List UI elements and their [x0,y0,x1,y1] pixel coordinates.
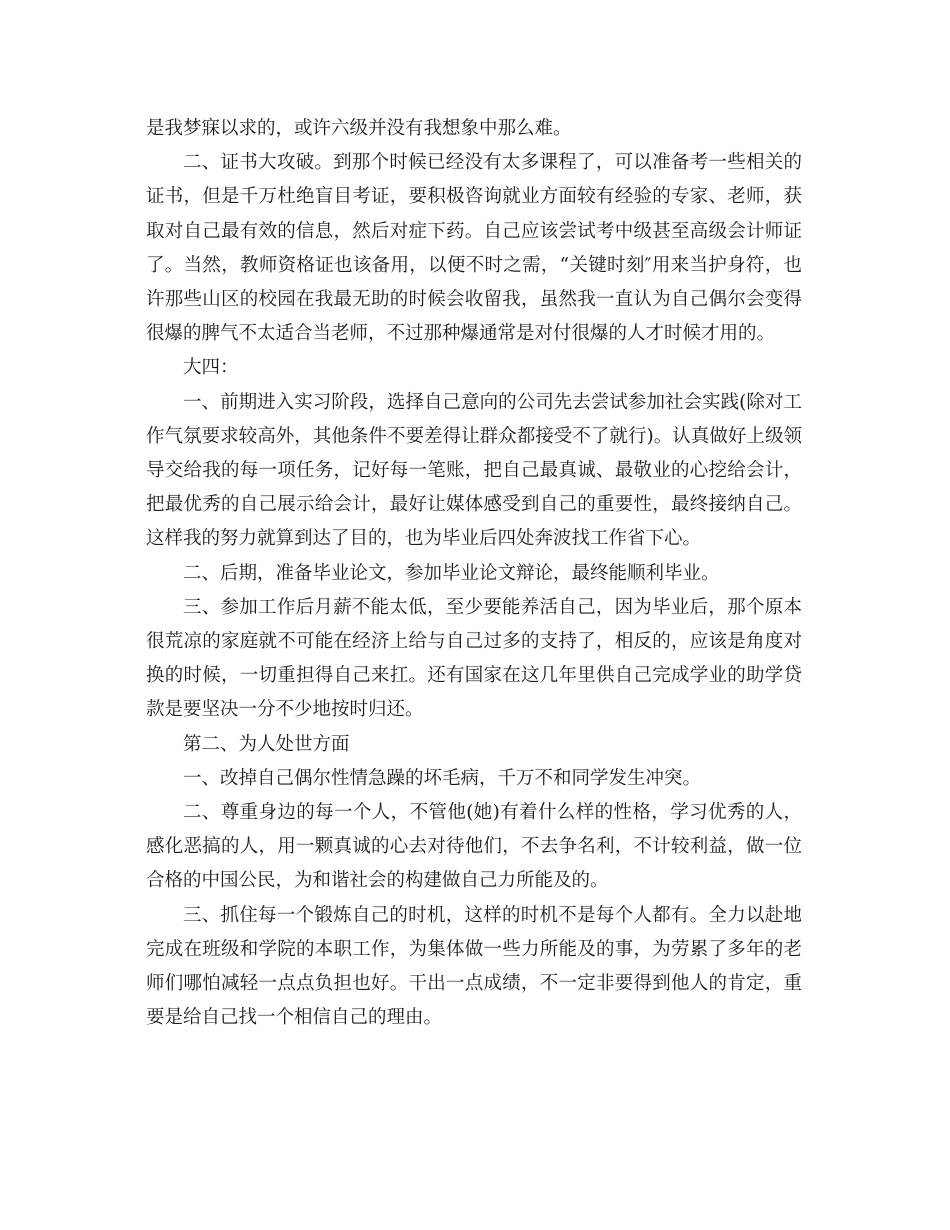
paragraph-temper: 一、改掉自己偶尔性情急躁的坏毛病，千万不和同学发生冲突。 [183,767,702,789]
section-heading-conduct: 第二、为人处世方面 [183,733,350,755]
section-heading-senior-year: 大四： [183,357,239,379]
paragraph-certificates: 二、证书大攻破。到那个时候已经没有太多课程了，可以准备考一些相关的证书，但是千万杜绝盲目考证，要积极咨询就业方面较有经验的专家、老师，获取对自己最有效的信息，然后对症下药。自己应该尝试考中级甚至高级会计师证了。当然，教师资格证也该备用，以便不时之需，“关键时刻″用来当护身符，也许那些山区的校园在我最无助的时候会收留我，虽然我一直认为自己偶尔会变得很爆的脾气不太适合当老师，不过那种爆通常是对付很爆的人才时候才用的。 [146,152,802,345]
paragraph-continuation: 是我梦寐以求的，或许六级并没有我想象中那么难。 [146,118,572,139]
document-body [146,112,802,1035]
paragraph-thesis: 二、后期，准备毕业论文，参加毕业论文辩论，最终能顺利毕业。 [183,562,720,584]
paragraph-salary: 三、参加工作后月薪不能太低，至少要能养活自己，因为毕业后，那个原本很荒凉的家庭就不可能在经济上给与自己过多的支持了，相反的，应该是角度对换的时候，一切重担得自己来扛。还有国家在这几年里供自己完成学业的助学贷款是要坚决一分不少地按时归还。 [146,596,802,721]
paragraph-internship: 一、前期进入实习阶段，选择自己意向的公司先去尝试参加社会实践(除对工作气氛要求较高外，其他条件不要差得让群众都接受不了就行)。认真做好上级领导交给我的每一项任务，记好每一笔账，把自己最真诚、最敬业的心挖给会计，把最优秀的自己展示给会计，最好让媒体感受到自己的重要性，最终接纳自己。这样我的努力就算到达了目的，也为毕业后四处奔波找工作省下心。 [146,391,802,550]
paragraph-respect: 二、尊重身边的每一个人，不管他(她)有着什么样的性格，学习优秀的人，感化恶搞的人，用一颗真诚的心去对待他们，不去争名利，不计较利益，做一位合格的中国公民，为和谐社会的构建做自己力所能及的。 [146,802,802,892]
paragraph-opportunity: 三、抓住每一个锻炼自己的时机，这样的时机不是每个人都有。全力以赴地完成在班级和学院的本职工作，为集体做一些力所能及的事，为劳累了多年的老师们哪怕减轻一点点负担也好。干出一点成绩，不一定非要得到他人的肯定，重要是给自己找一个相信自己的理由。 [146,904,802,1029]
